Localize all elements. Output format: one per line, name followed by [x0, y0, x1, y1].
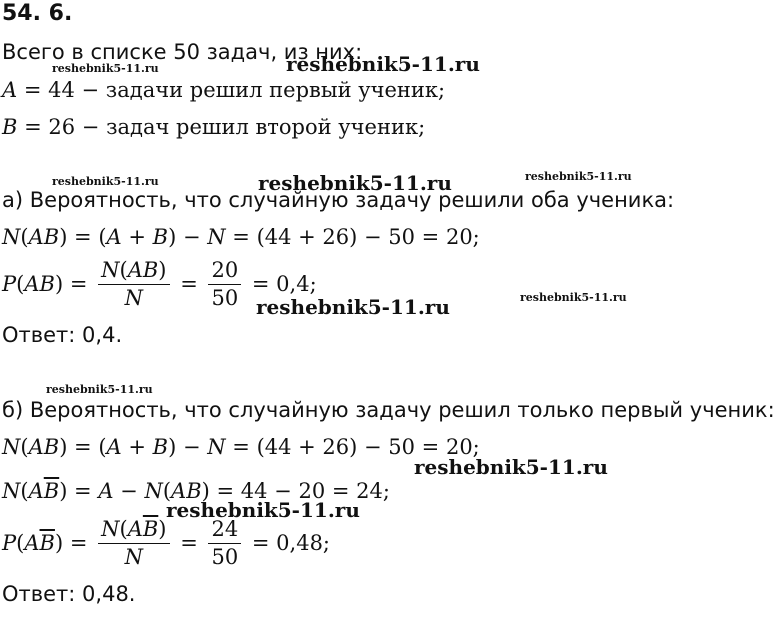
watermark: reshebnik5-11.ru [46, 383, 153, 396]
part-a-fraction-numeric [208, 260, 241, 309]
part-b-fraction-numeric [208, 519, 241, 568]
part-b-denominator: 50 [211, 545, 239, 569]
watermark: reshebnik5-11.ru [52, 175, 159, 188]
part-b-nab-values: = (44 + 26) − 50 = 20; [232, 435, 480, 459]
part-a-answer: Ответ: 0,4. [2, 323, 123, 347]
part-b-nabbar-line: $N(A\overline{B}) = A - N(AB) = 44 - 20 = 24$; [2, 479, 390, 503]
intro-a-text: = 44 − задачи решил первый ученик; [23, 78, 446, 102]
watermark: reshebnik5-11.ru [166, 498, 360, 522]
part-a-result: = 0,4; [251, 272, 317, 296]
watermark: reshebnik5-11.ru [256, 295, 450, 319]
part-b-heading: б) Вероятность, что случайную задачу решил только первый ученик: [2, 398, 775, 422]
watermark: reshebnik5-11.ru [520, 291, 627, 304]
watermark: reshebnik5-11.ru [52, 62, 159, 75]
intro-b-text: = 26 − задач решил второй ученик; [24, 115, 426, 139]
part-b-prob-line: $P(A\overline{B})$ = $\frac{N(A\overline{B})}{N}$ = $\frac{24}{50}$ = 0,48; [2, 517, 331, 569]
part-b-nab-line: N(AB) = (A + B) − N = (44 + 26) − 50 = 20; [2, 435, 480, 459]
problem-number: 54. 6. [2, 1, 73, 26]
part-a-nab-values: = (44 + 26) − 50 = 20; [232, 225, 480, 249]
part-b-numerator: 24 [208, 519, 241, 544]
intro-line: Всего в списке 50 задач, из них: [2, 40, 363, 64]
part-a-prob-line: P(AB) = $\frac{N(AB)}{N}$ = $\frac{20}{50}$ = 0,4; [2, 258, 317, 310]
part-a-denominator: 50 [211, 286, 239, 310]
part-b-answer: Ответ: 0,48. [2, 582, 136, 606]
part-b-result: = 0,48; [251, 531, 331, 555]
part-b-nabbar-values: = 44 − 20 = 24; [216, 479, 390, 503]
watermark: reshebnik5-11.ru [414, 455, 608, 479]
intro-a-line: A = 44 − задачи решил первый ученик; [2, 78, 446, 102]
intro-b-line: B = 26 − задач решил второй ученик; [2, 115, 426, 139]
part-a-fraction-symbolic: $\frac{N(AB)}{N}$ [98, 260, 169, 309]
watermark: reshebnik5-11.ru [286, 52, 480, 76]
watermark: reshebnik5-11.ru [525, 170, 632, 183]
part-a-numerator: 20 [208, 260, 241, 285]
part-a-heading: а) Вероятность, что случайную задачу решили оба ученика: [2, 188, 675, 212]
part-a-nab-line: N(AB) = (A + B) − N = (44 + 26) − 50 = 20; [2, 225, 480, 249]
watermark: reshebnik5-11.ru [258, 171, 452, 195]
part-b-fraction-symbolic: $\frac{N(A\overline{B})}{N}$ [98, 519, 169, 568]
